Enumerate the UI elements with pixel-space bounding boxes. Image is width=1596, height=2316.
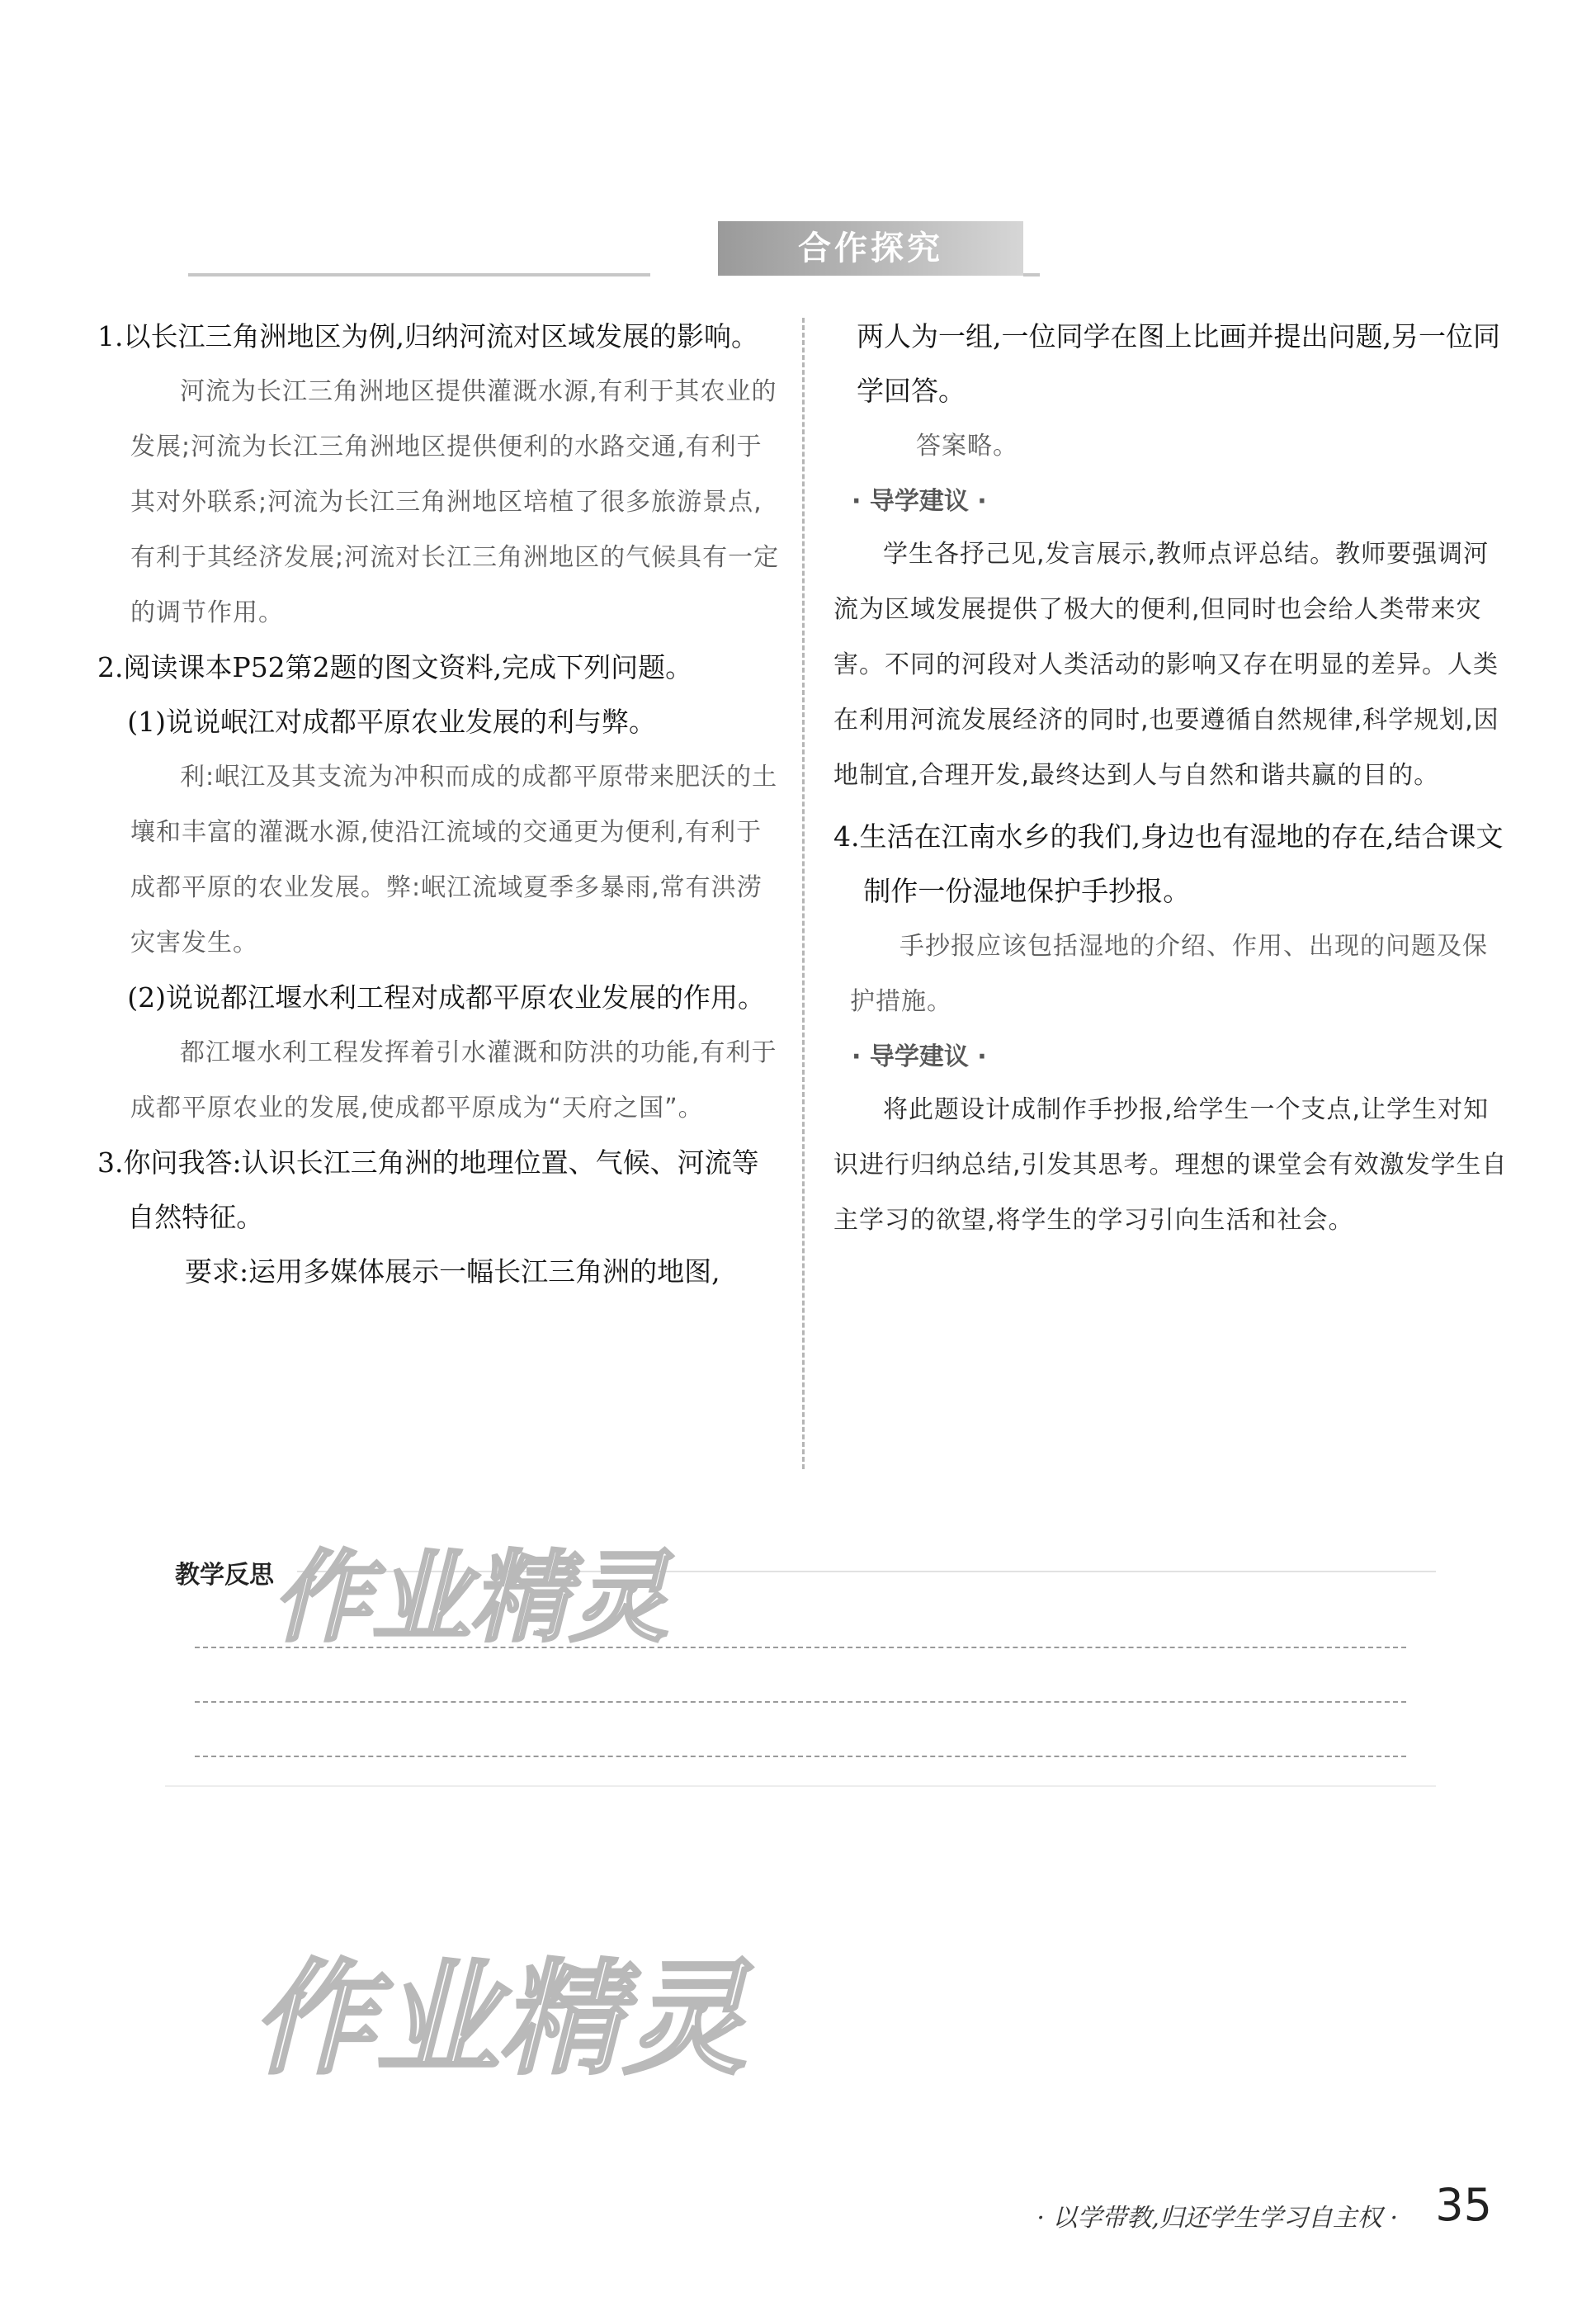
left-column xyxy=(97,310,782,1299)
answer-2-2: 都江堰水利工程发挥着引水灌溉和防洪的功能,有利于成都平原农业的发展,使成都平原成为“天府之国”。 xyxy=(130,1038,777,1123)
guide-label-2: · 导学建议 · xyxy=(852,1042,987,1071)
reflection-bottom-rule xyxy=(165,1785,1436,1787)
footer-motto: · 以学带教,归还学生学习自主权 · xyxy=(1036,2204,1398,2233)
question-1: 1.以长江三角洲地区为例,归纳河流对区域发展的影响。 xyxy=(97,320,758,352)
question-2-2: (2)说说都江堰水利工程对成都平原农业发展的作用。 xyxy=(127,981,766,1014)
reflection-label: 教学反思 xyxy=(175,1561,274,1590)
answer-4: 手抄报应该包括湿地的介绍、作用、出现的问题及保护措施。 xyxy=(850,932,1488,1016)
watermark-small: 作业精灵 xyxy=(272,1541,668,1656)
right-column xyxy=(833,310,1509,1248)
question-3: 3.你问我答:认识长江三角洲的地理位置、气候、河流等自然特征。 xyxy=(97,1146,759,1233)
question-2: 2.阅读课本P52第2题的图文资料,完成下列问题。 xyxy=(97,651,693,683)
watermark-large: 作业精灵 xyxy=(252,1948,748,2091)
guide-text-2: 将此题设计成制作手抄报,给学生一个支点,让学生对知识进行归纳总结,引发其思考。理想的课堂会有效激发学生自主学习的欲望,将学生的学习引向生活和社会。 xyxy=(833,1095,1508,1235)
page-number: 35 xyxy=(1435,2179,1492,2231)
answer-3: 答案略。 xyxy=(916,432,1018,461)
reflection-line-3 xyxy=(195,1756,1406,1757)
banner-rule-left xyxy=(188,273,650,277)
question-3-continued: 两人为一组,一位同学在图上比画并提出问题,另一位同学回答。 xyxy=(857,320,1500,407)
column-divider xyxy=(802,318,805,1469)
guide-label-1: · 导学建议 · xyxy=(852,487,987,516)
banner-rule-right xyxy=(1023,273,1040,277)
question-4: 4.生活在江南水乡的我们,身边也有湿地的存在,结合课文制作一份湿地保护手抄报。 xyxy=(833,820,1504,907)
question-3-requirement: 要求:运用多媒体展示一幅长江三角洲的地图, xyxy=(185,1255,720,1288)
question-2-1: (1)说说岷江对成都平原农业发展的利与弊。 xyxy=(127,706,657,738)
section-title: 合作探究 xyxy=(718,221,1023,276)
answer-2-1: 利:岷江及其支流为冲积而成的成都平原带来肥沃的土壤和丰富的灌溉水源,使沿江流域的交通更为便利,有利于成都平原的农业发展。弊:岷江流域夏季多暴雨,常有洪涝灾害发生。 xyxy=(130,763,778,957)
guide-text-1: 学生各抒己见,发言展示,教师点评总结。教师要强调河流为区域发展提供了极大的便利,但同时也会给人类带来灾害。不同的河段对人类活动的影响又存在明显的差异。人类在利用河流发展经济的同时,也要遵循自然规律,科学规划,因地制宜,合理开发,最终达到人与自然和谐共赢的目的。 xyxy=(833,540,1499,790)
answer-1: 河流为长江三角洲地区提供灌溉水源,有利于其农业的发展;河流为长江三角洲地区提供便利的水路交通,有利于其对外联系;河流为长江三角洲地区培植了很多旅游景点,有利于其经济发展;河流对长江三角洲地区的气候具有一定的调节作用。 xyxy=(130,377,780,627)
reflection-line-2 xyxy=(195,1701,1406,1703)
